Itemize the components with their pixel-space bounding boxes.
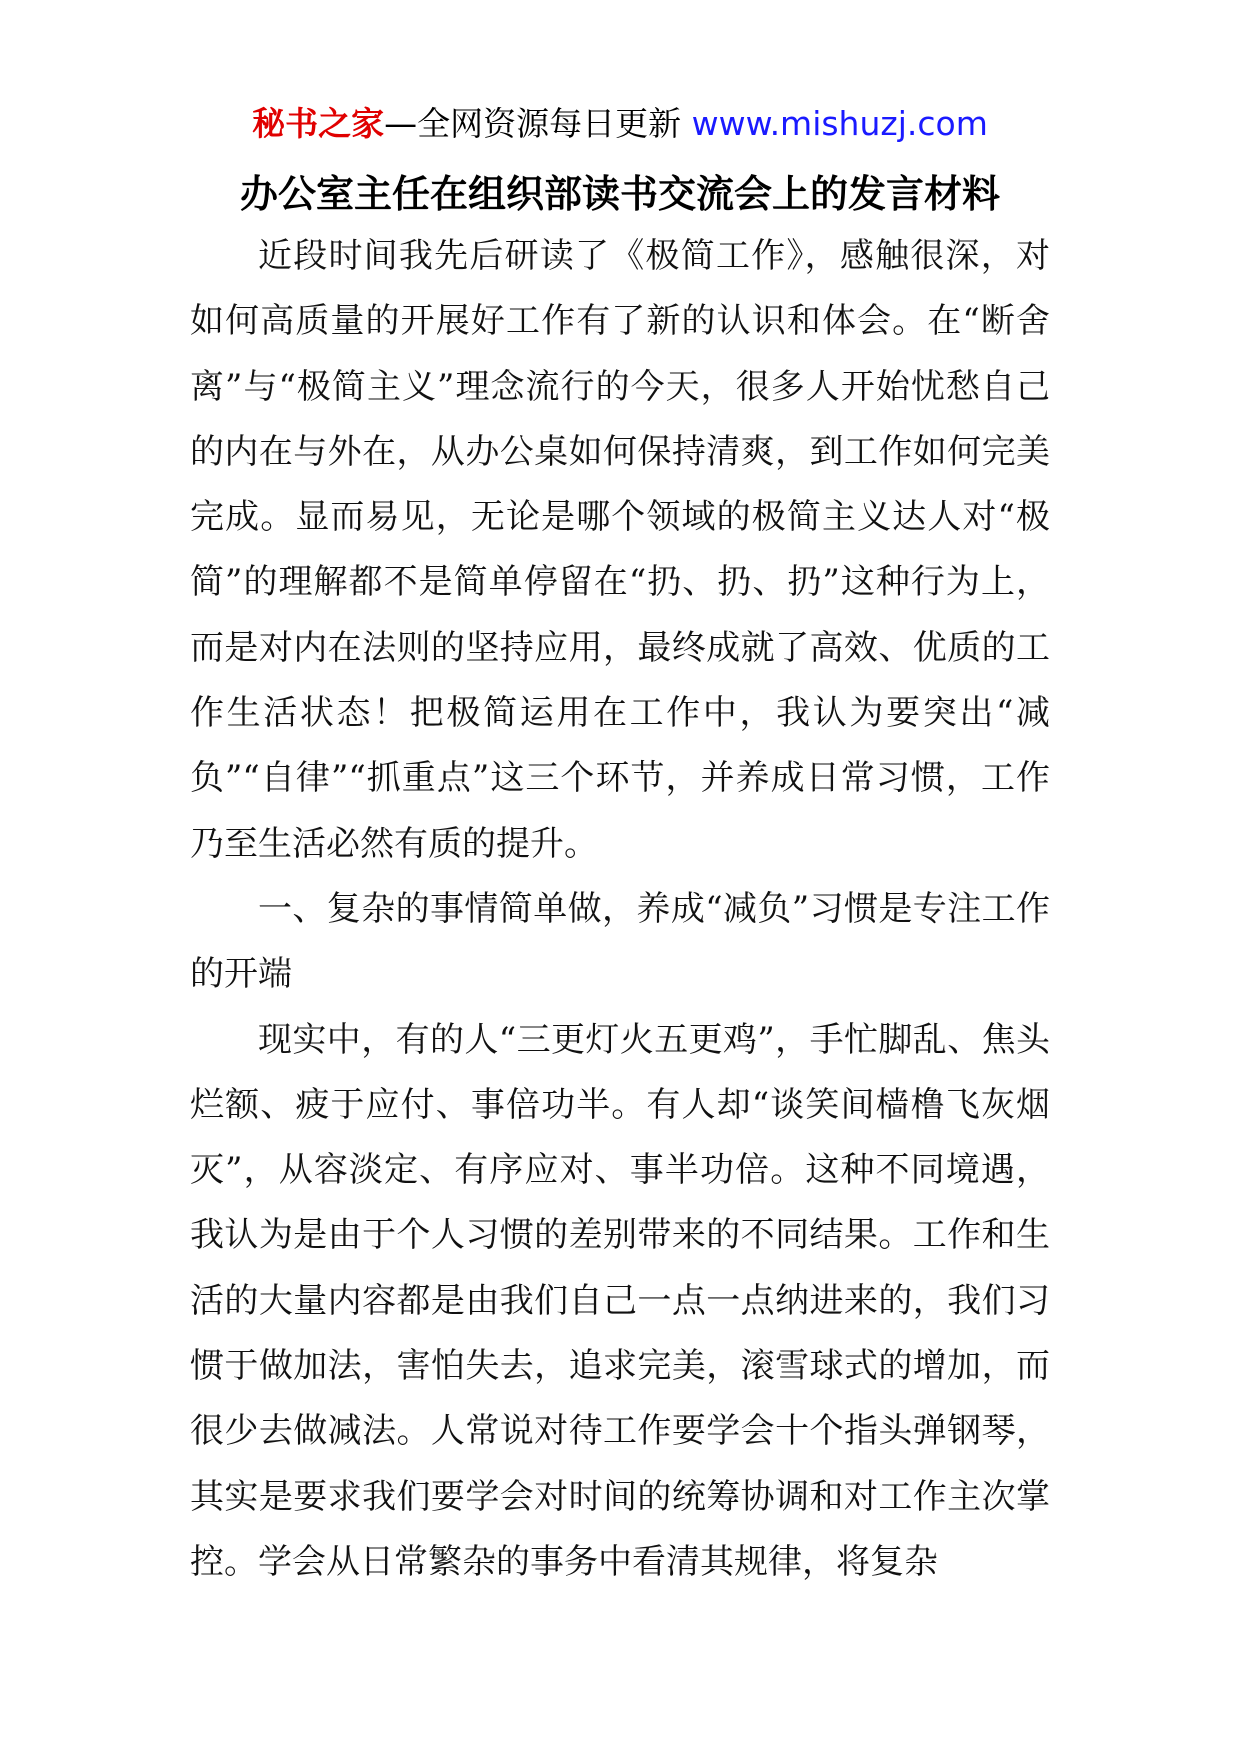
paragraph-section-1: 现实中，有的人“三更灯火五更鸡”，手忙脚乱、焦头烂额、疲于应付、事倍功半。有人却“谈笑间樯橹飞灰烟灭”，从容淡定、有序应对、事半功倍。这种不同境遇，我认为是由于个人习惯的差别带来的不同结果。工作和生活的大量内容都是由我们自己一点一点纳进来的，我们习惯于做加法，害怕失去，追求完美，滚雪球式的增加，而很少去做减法。人常说对待工作要学会十个指头弹钢琴，其实是要求我们要学会对时间的统筹协调和对工作主次掌控。学会从日常繁杂的事务中看清其规律，将复杂 bbox=[190, 1019, 1050, 1582]
document-title: 办公室主任在组织部读书交流会上的发言材料 bbox=[239, 172, 1000, 216]
section-heading-1: 一、复杂的事情简单做，养成“减负”习惯是专注工作的开端 bbox=[190, 888, 1050, 995]
brand-name: 秘书之家 bbox=[252, 104, 385, 143]
site-url[interactable]: www.mishuzj.com bbox=[691, 104, 988, 143]
document-body bbox=[190, 224, 1050, 1595]
paragraph-intro: 近段时间我先后研读了《极简工作》，感触很深，对如何高质量的开展好工作有了新的认识和体会。在“断舍离”与“极简主义”理念流行的今天，很多人开始忧愁自己的内在与外在，从办公桌如何保持清爽，到工作如何完美完成。显而易见，无论是哪个领域的极简主义达人对“极简”的理解都不是简单停留在“扔、扔、扔”这种行为上，而是对内在法则的坚持应用，最终成就了高效、优质的工作生活状态！把极简运用在工作中，我认为要突出“减负”“自律”“抓重点”这三个环节，并养成日常习惯，工作乃至生活必然有质的提升。 bbox=[190, 236, 1050, 864]
header-slogan: —全网资源每日更新 bbox=[384, 104, 682, 143]
site-header bbox=[0, 98, 1240, 150]
